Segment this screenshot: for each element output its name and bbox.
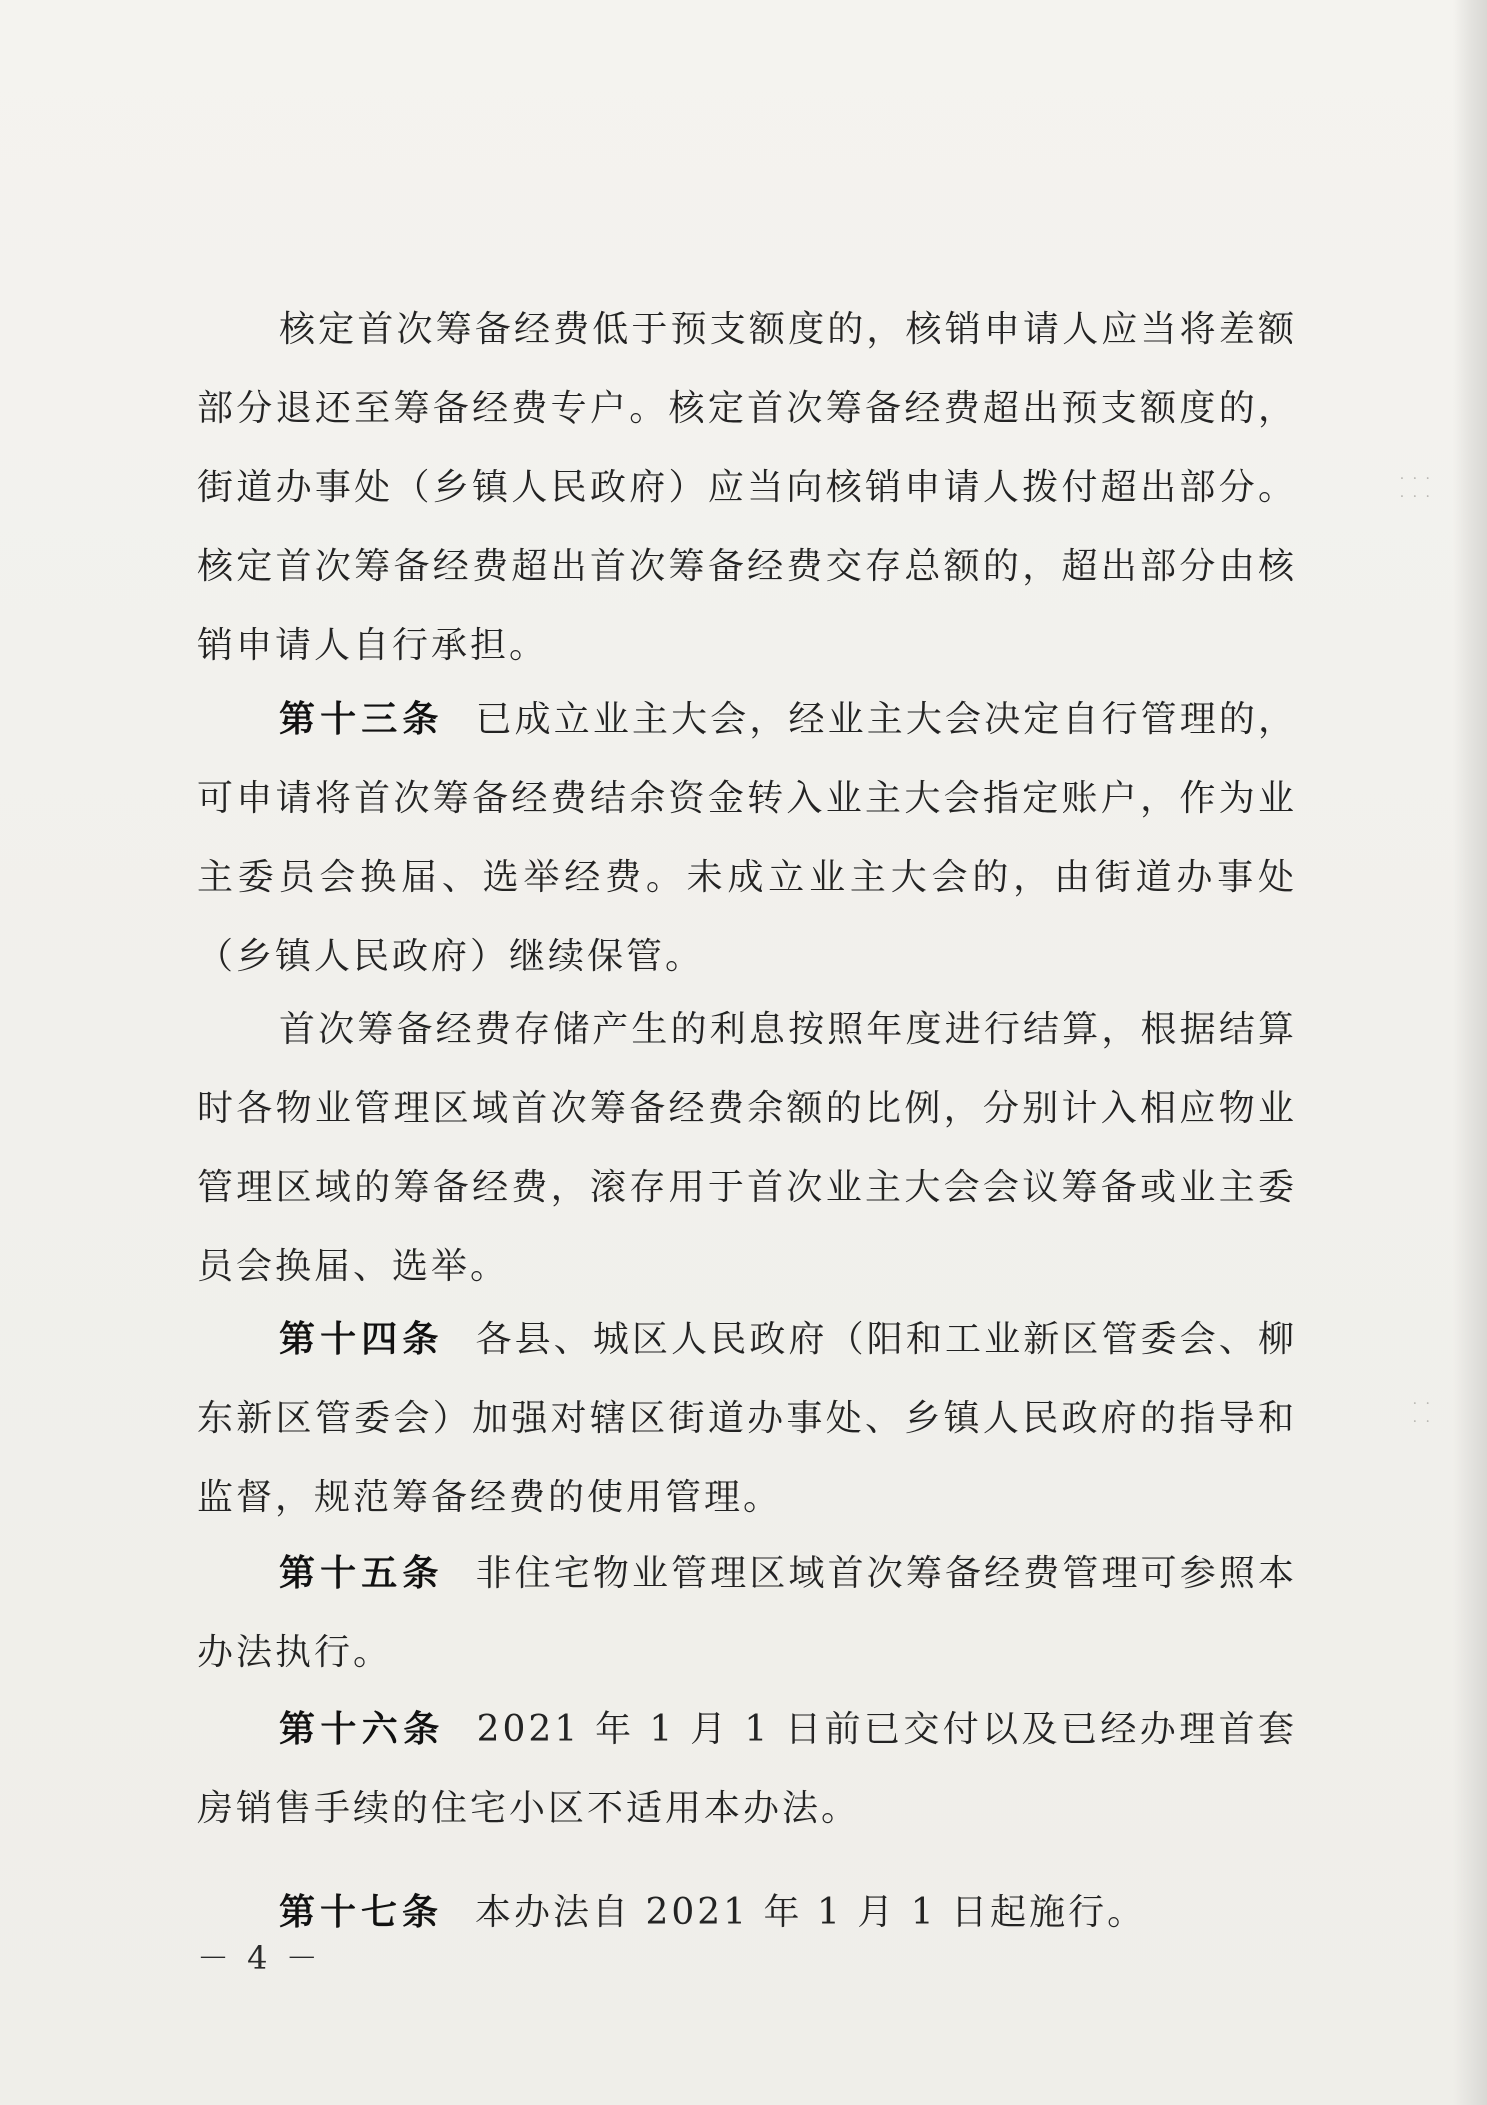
paragraph-settlement bbox=[197, 290, 1297, 685]
article-14-text: 各县、城区人民政府（阳和工业新区管委会、柳东新区管委会）加强对辖区街道办事处、乡镇人民政府的指导和监督，规范筹备经费的使用管理。 bbox=[197, 1319, 1297, 1518]
scan-artifact-marks: · · · · · · bbox=[1399, 471, 1432, 505]
article-14 bbox=[197, 1300, 1297, 1537]
article-15-title: 第十五条 bbox=[279, 1552, 444, 1594]
article-13-text: 已成立业主大会，经业主大会决定自行管理的，可申请将首次筹备经费结余资金转入业主大会指定账户，作为业主委员会换届、选举经费。未成立业主大会的，由街道办事处（乡镇人民政府）继续保管。 bbox=[197, 699, 1297, 977]
scan-edge-shadow bbox=[1453, 0, 1487, 2105]
article-16 bbox=[197, 1690, 1297, 1848]
article-15 bbox=[197, 1534, 1297, 1692]
article-16-title: 第十六条 bbox=[279, 1708, 445, 1750]
scan-artifact-marks-lower: · · · · bbox=[1412, 1396, 1432, 1430]
article-14-title: 第十四条 bbox=[279, 1318, 444, 1360]
article-17-text: 本办法自 2021 年 1 月 1 日起施行。 bbox=[475, 1892, 1147, 1933]
article-13-title: 第十三条 bbox=[279, 698, 444, 740]
article-16-text: 2021 年 1 月 1 日前已交付以及已经办理首套房销售手续的住宅小区不适用本办法。 bbox=[197, 1709, 1297, 1829]
article-17 bbox=[197, 1873, 1297, 1952]
paragraph-settlement-text: 核定首次筹备经费低于预支额度的，核销申请人应当将差额部分退还至筹备经费专户。核定首次筹备经费超出预支额度的，街道办事处（乡镇人民政府）应当向核销申请人拨付超出部分。核定首次筹备经费超出首次筹备经费交存总额的，超出部分由核销申请人自行承担。 bbox=[197, 309, 1297, 666]
paragraph-interest-text: 首次筹备经费存储产生的利息按照年度进行结算，根据结算时各物业管理区域首次筹备经费余额的比例，分别计入相应物业管理区域的筹备经费，滚存用于首次业主大会会议筹备或业主委员会换届、选举。 bbox=[197, 1009, 1297, 1287]
paragraph-interest bbox=[197, 990, 1297, 1306]
article-13 bbox=[197, 680, 1297, 996]
page-number: － 4 － bbox=[197, 1939, 322, 1977]
article-15-text: 非住宅物业管理区域首次筹备经费管理可参照本办法执行。 bbox=[197, 1553, 1297, 1673]
article-17-title: 第十七条 bbox=[279, 1891, 444, 1933]
